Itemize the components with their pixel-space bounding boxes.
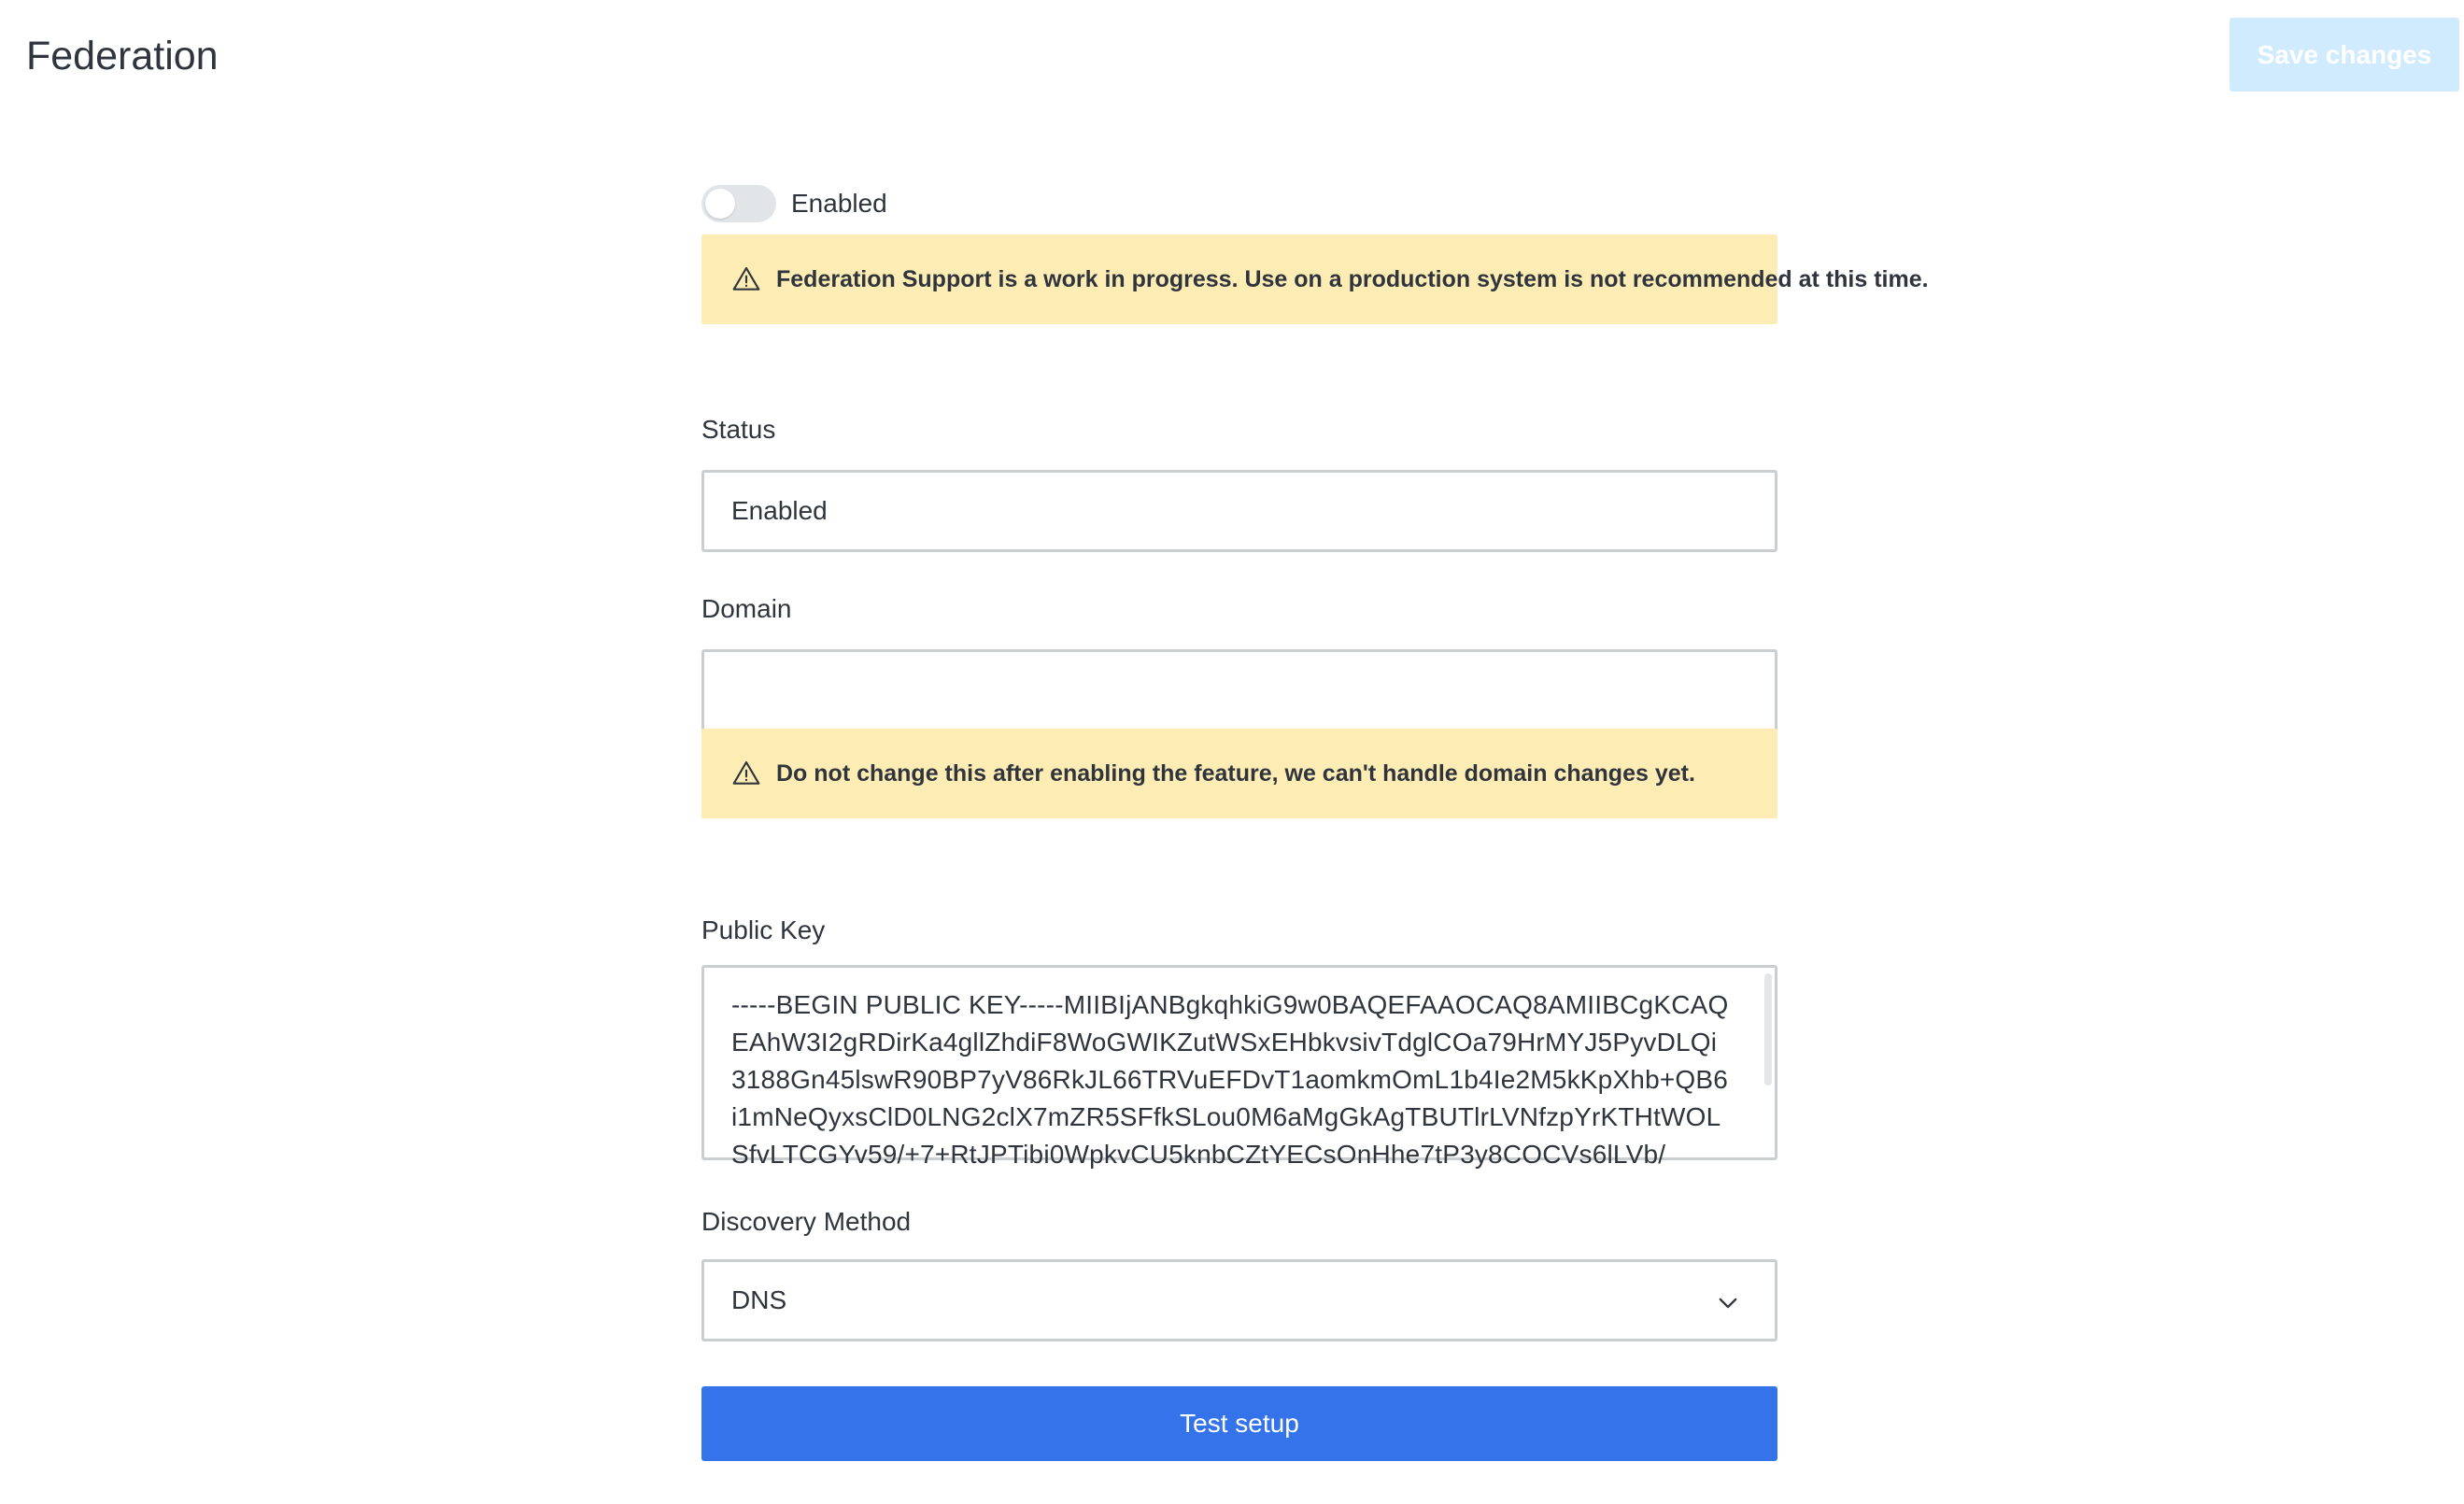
enabled-toggle-label: Enabled	[791, 189, 887, 218]
public-key-textarea[interactable]	[701, 965, 1777, 1169]
wip-warning-callout	[701, 234, 1929, 324]
wip-warning-text: Federation Support is a work in progress. Use on a production system is not recommended at this time.	[776, 265, 1929, 292]
test-setup-button[interactable]: Test setup	[701, 1386, 1777, 1461]
public-key-label: Public Key	[701, 915, 826, 944]
warning-icon	[731, 759, 761, 788]
domain-label: Domain	[701, 594, 792, 623]
chevron-down-icon	[1715, 1290, 1741, 1316]
domain-warning-text: Do not change this after enabling the feature, we can't handle domain changes yet.	[776, 759, 1695, 787]
domain-warning-callout	[701, 729, 1777, 818]
toggle-knob	[705, 189, 735, 219]
status-field[interactable]	[701, 470, 1777, 552]
domain-input[interactable]	[731, 652, 1775, 729]
discovery-method-value: DNS	[731, 1285, 787, 1314]
public-key-scrollbar[interactable]	[1762, 968, 1775, 1157]
save-changes-button[interactable]: Save changes	[2230, 18, 2459, 92]
scrollbar-thumb[interactable]	[1764, 973, 1772, 1085]
status-value: Enabled	[731, 496, 828, 525]
discovery-method-select[interactable]	[701, 1259, 1777, 1341]
discovery-method-label: Discovery Method	[701, 1207, 912, 1236]
status-label: Status	[701, 415, 776, 444]
enabled-toggle[interactable]	[701, 185, 776, 222]
warning-icon	[731, 264, 761, 294]
enabled-toggle-row	[701, 182, 887, 225]
page-title: Federation	[26, 34, 219, 78]
public-key-value: -----BEGIN PUBLIC KEY-----MIIBIjANBgkqhkiG9w0BAQEFAAOCAQ8AMIIBCgKCAQEAhW3I2gRDirKa4gllZhdiF8WoGWIKZutWSxEHbkvsivTdglCOa79HrMYJ5PyvDLQi3188Gn45lswR90BP7yV86RkJL66TRVuEFDvT1aomkmOmL1b4Ie2M5kKpXhb+QB6i1mNeQyxsClD0LNG2clX7mZR5SFfkSLou0M6aMgGkAgTBUTlrLVNfzpYrKTHtWOLSfvLTCGYv59/+7+RtJPTibi0WpkvCU5knbCZtYECsOnHhe7tP3y8COCVs6lLVb/	[731, 990, 1729, 1169]
domain-field[interactable]	[701, 649, 1777, 731]
